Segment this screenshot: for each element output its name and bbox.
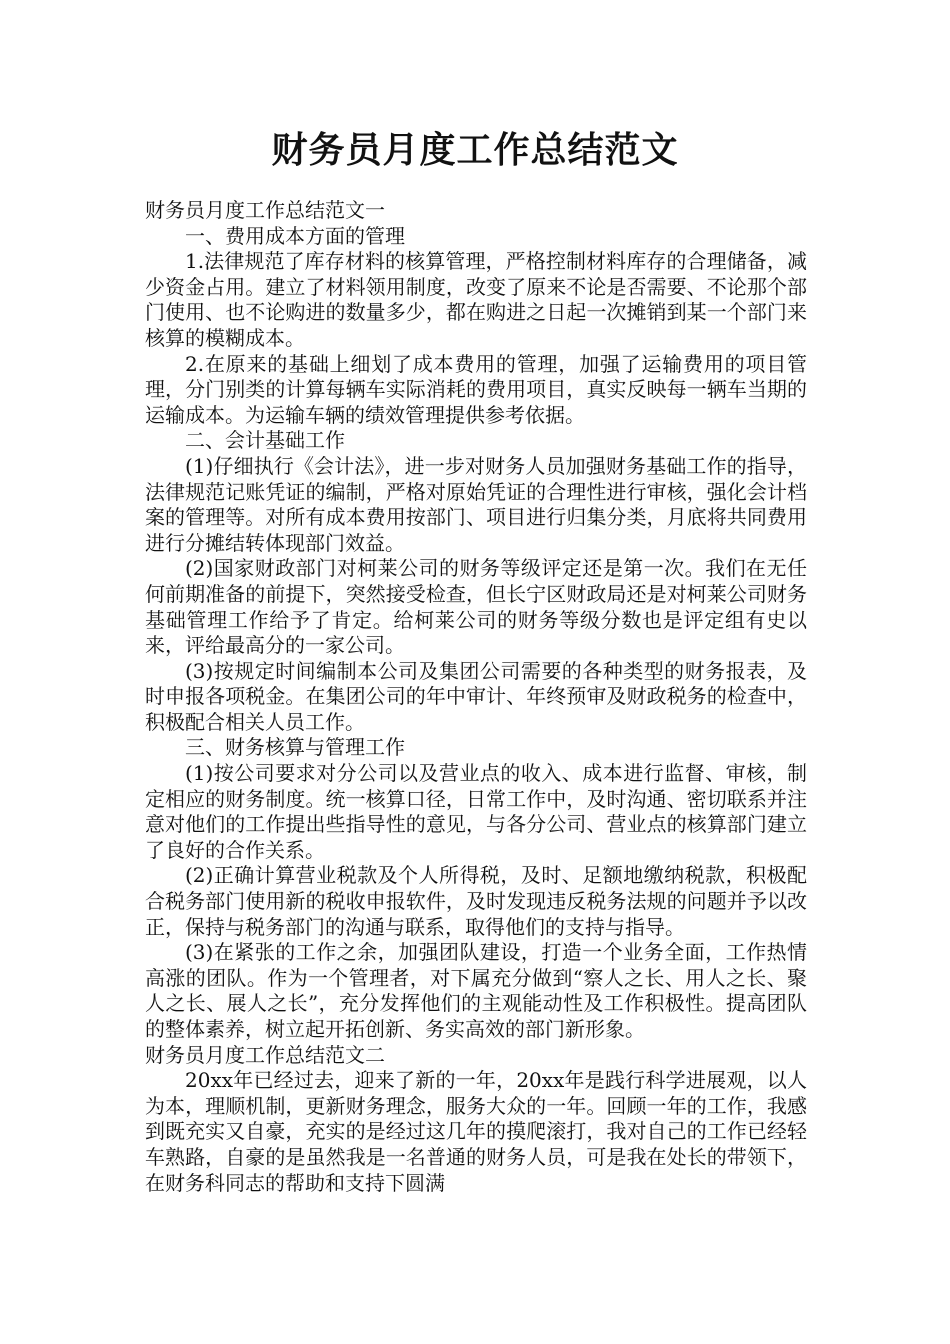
body-paragraph: 三、财务核算与管理工作 <box>185 735 405 760</box>
body-paragraph: 20xx年已经过去，迎来了新的一年，20xx年是践行科学进展观，以人为本，理顺机制，更新财务理念，服务大众的一年。回顾一年的工作，我感到既充实又自豪，充实的是经过这几年的摸爬滚打，我对自己的工作已经轻车熟路，自豪的是虽然我是一名普通的财务人员，可是我在处长的带领下，在财务科同志的帮助和支持下圆满 <box>145 1068 807 1195</box>
body-paragraph: (3)按规定时间编制本公司及集团公司需要的各种类型的财务报表，及时申报各项税金。在集团公司的年中审计、年终预审及财政税务的检查中，积极配合相关人员工作。 <box>145 658 807 734</box>
body-paragraph: (2)正确计算营业税款及个人所得税，及时、足额地缴纳税款，积极配合税务部门使用新的税收申报软件，及时发现违反税务法规的问题并予以改正，保持与税务部门的沟通与联系，取得他们的支持与指导。 <box>145 863 807 939</box>
document-title: 财务员月度工作总结范文 <box>271 130 679 171</box>
section-heading: 财务员月度工作总结范文二 <box>145 1042 385 1067</box>
document-body <box>145 198 807 1196</box>
body-paragraph: 1.法律规范了库存材料的核算管理，严格控制材料库存的合理储备，减少资金占用。建立了材料领用制度，改变了原来不论是否需要、不论那个部门使用、也不论购进的数量多少，都在购进之日起一次摊销到某一个部门来核算的模糊成本。 <box>145 249 807 350</box>
section-heading: 财务员月度工作总结范文一 <box>145 198 385 222</box>
body-paragraph: (2)国家财政部门对柯莱公司的财务等级评定还是第一次。我们在无任何前期准备的前提下，突然接受检查，但长宁区财政局还是对柯莱公司财务基础管理工作给予了肯定。给柯莱公司的财务等级分数也是评定组有史以来，评给最高分的一家公司。 <box>145 556 807 658</box>
body-paragraph: 2.在原来的基础上细划了成本费用的管理，加强了运输费用的项目管理，分门别类的计算每辆车实际消耗的费用项目，真实反映每一辆车当期的运输成本。为运输车辆的绩效管理提供参考依据。 <box>145 351 807 427</box>
body-paragraph: (3)在紧张的工作之余，加强团队建设，打造一个业务全面，工作热情高涨的团队。作为一个管理者，对下属充分做到“察人之长、用人之长、聚人之长、展人之长”，充分发挥他们的主观能动性及工作积极性。提高团队的整体素养，树立起开拓创新、务实高效的部门新形象。 <box>145 940 807 1041</box>
body-paragraph: 二、会计基础工作 <box>185 428 345 453</box>
body-paragraph: 一、费用成本方面的管理 <box>185 223 405 248</box>
body-paragraph: (1)仔细执行《会计法》，进一步对财务人员加强财务基础工作的指导，法律规范记账凭证的编制，严格对原始凭证的合理性进行审核，强化会计档案的管理等。对所有成本费用按部门、项目进行归集分类，月底将共同费用进行分摊结转体现部门效益。 <box>145 453 807 555</box>
body-paragraph: (1)按公司要求对分公司以及营业点的收入、成本进行监督、审核，制定相应的财务制度。统一核算口径，日常工作中，及时沟通、密切联系并注意对他们的工作提出些指导性的意见，与各分公司、营业点的核算部门建立了良好的合作关系。 <box>145 761 807 862</box>
